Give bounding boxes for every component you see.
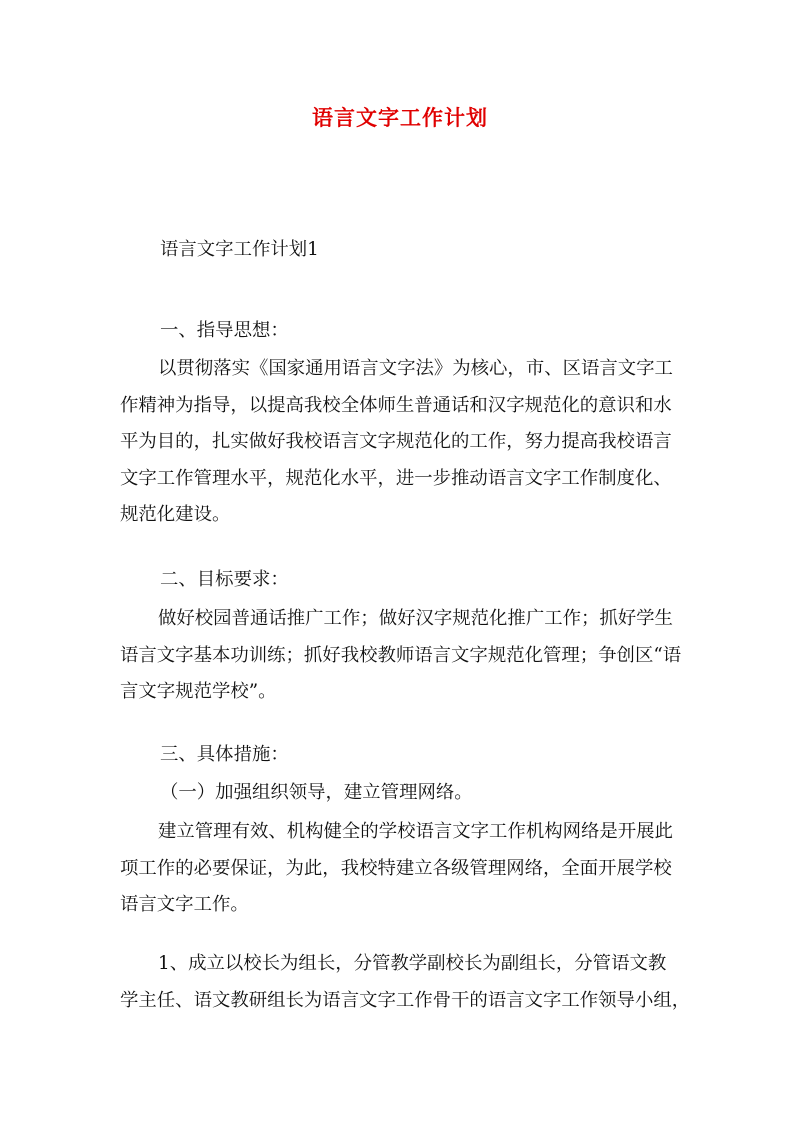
section1-line: 以贯彻落实《国家通用语言文字法》为核心，市、区语言文字工 <box>158 358 673 379</box>
section1-paragraph <box>120 351 686 534</box>
subsection1-paragraph <box>120 814 686 924</box>
section1-line: 文字工作管理水平，规范化水平，进一步推动语言文字工作制度化、 <box>120 467 672 489</box>
document-subtitle: 语言文字工作计划1 <box>160 239 319 260</box>
section1-line: 规范化建设。 <box>120 504 231 525</box>
section1-line: 平为目的，扎实做好我校语言文字规范化的工作，努力提高我校语言 <box>120 431 672 452</box>
section2-line: 做好校园普通话推广工作；做好汉字规范化推广工作；抓好学生 <box>158 608 673 629</box>
subsection1-line: 语言文字工作。 <box>120 894 249 915</box>
section2-heading: 二、目标要求： <box>160 569 289 590</box>
subsection1-line: 建立管理有效、机构健全的学校语言文字工作机构网络是开展此 <box>158 821 673 842</box>
section2-line: 语言文字基本功训练；抓好我校教师语言文字规范化管理；争创区“语 <box>120 644 682 666</box>
section1-heading: 一、指导思想： <box>160 320 289 341</box>
section3-heading: 三、具体措施： <box>160 744 289 765</box>
document-title: 语言文字工作计划 <box>312 105 488 130</box>
item1-line: 学主任、语文教研组长为语言文字工作骨干的语言文字工作领导小组， <box>120 989 691 1011</box>
subsection1-line: 项工作的必要保证，为此，我校特建立各级管理网络，全面开展学校 <box>120 857 672 879</box>
section2-line: 言文字规范学校”。 <box>120 681 277 702</box>
section1-line: 作精神为指导，以提高我校全体师生普通话和汉字规范化的意识和水 <box>120 394 672 416</box>
section2-paragraph <box>120 601 686 711</box>
item1-paragraph <box>120 946 691 1019</box>
subsection1-heading: （一）加强组织领导，建立管理网络。 <box>160 782 473 803</box>
item1-line: 1、成立以校长为组长，分管教学副校长为副组长，分管语文教 <box>158 953 667 974</box>
